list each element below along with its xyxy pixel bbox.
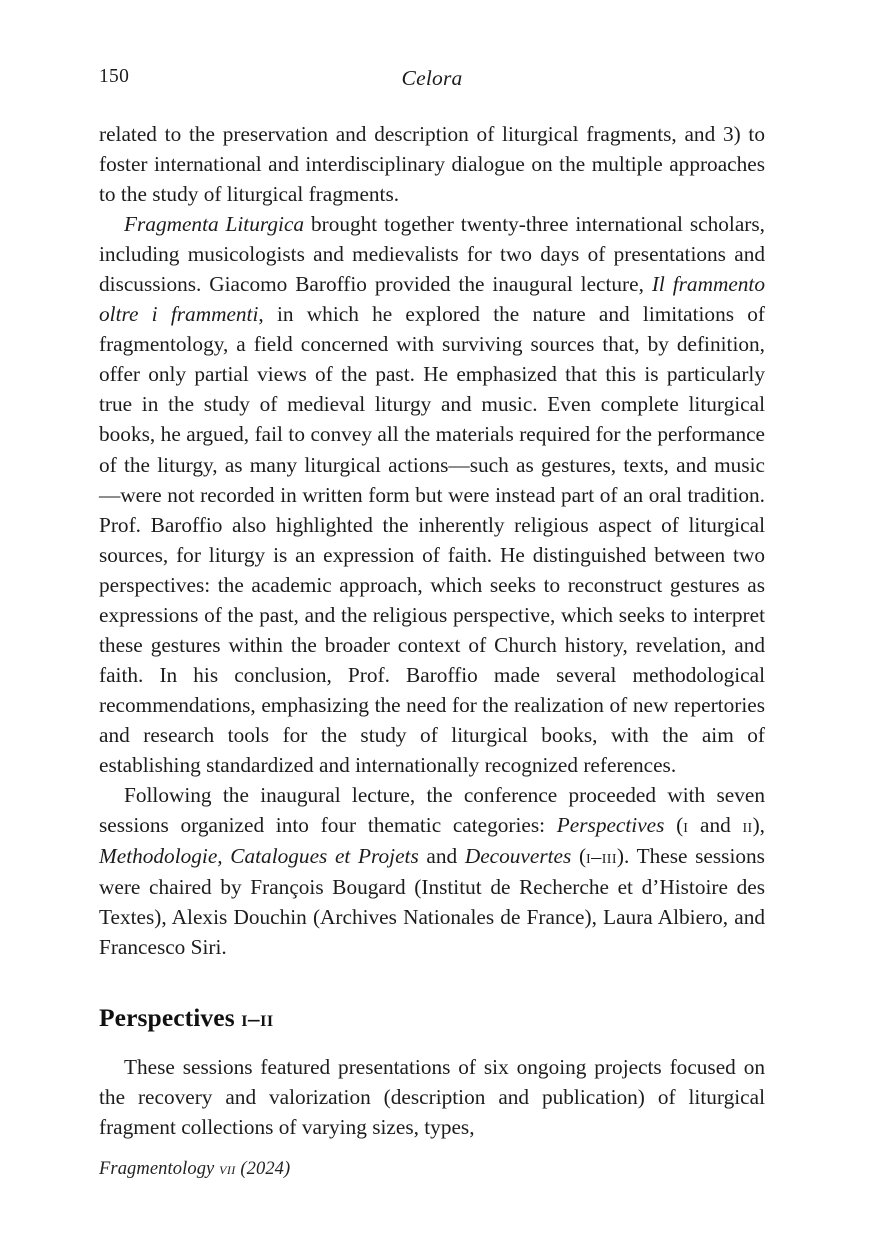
heading-spacer-below	[99, 1034, 765, 1052]
para-sessions	[99, 780, 765, 962]
text-run: ). These sessions were chaired by François Bougard (Institut de Recherche et d’Histoire des Textes), Alexis Douchin (Archives Nationales de France), Laura Albiero, and Francesco Siri.	[99, 844, 765, 960]
para-perspectives-intro	[99, 1052, 765, 1142]
running-head	[99, 66, 765, 96]
footer-year: (2024)	[240, 1159, 291, 1179]
section-heading	[99, 1003, 765, 1034]
text-run: brought together twenty-three international scholars, including musicologists and medievalists for two days of presentations and discussions. Giacomo Baroffio provided the inaugural lecture,	[99, 212, 765, 297]
text-run: , in which he explored the nature and limitations of fragmentology, a field concerned with surviving sources that, by definition, offer only partial views of the past. He emphasized that this is particularly true in the study of medieval liturgy and music. Even complete liturgical books, he argued, fail to convey all the materials required for the performance of the liturgy, as many liturgical actions—such as gestures, texts, and music—were not recorded in written form but were instead part of an oral tradition. Prof. Baroffio also highlighted the inherently religious aspect of liturgical sources, for liturgy is an expression of faith. He distinguished between two perspectives: the academic approach, which seeks to reconstruct gestures as expressions of the past, and the religious perspective, which seeks to interpret these gestures within the broader context of Church history, revelation, and faith. In his conclusion, Prof. Baroffio made several methodological recommendations, emphasizing the need for the realization of new repertories and research tools for the study of liturgical books, with the aim of establishing standardized and internationally recognized references.	[99, 302, 766, 777]
small-caps-run: i	[683, 815, 689, 838]
italic-run: Fragmenta Liturgica	[124, 212, 305, 237]
running-title: Celora	[401, 66, 463, 90]
small-caps-run: i–ii	[241, 1006, 274, 1032]
page-number: 150	[99, 66, 130, 87]
text-block	[99, 119, 765, 1142]
para-baroffio	[99, 209, 765, 780]
text-run: These sessions featured presentations of six ongoing projects focused on the recovery and valorization (description and publication) of liturgical fragment collections of varying sizes, types,	[99, 1055, 765, 1140]
text-run: related to the preservation and description of liturgical fragments, and 3) to foster international and interdisciplinary dialogue on the multiple approaches to the study of liturgical fragments.	[99, 122, 765, 207]
small-caps-run: i–iii	[586, 846, 617, 869]
text-run: Following the inaugural lecture, the conference proceeded with seven sessions organized into four thematic categories:	[99, 783, 765, 838]
page-footer	[99, 1158, 290, 1180]
para-aims	[99, 119, 765, 209]
italic-run: Il frammento oltre i frammenti	[99, 272, 765, 327]
footer-volume: vii	[219, 1158, 236, 1178]
text-run: and	[418, 844, 465, 869]
italic-run: Perspectives	[556, 813, 665, 838]
text-run: Perspectives	[99, 1003, 242, 1033]
italic-run: Decouvertes	[464, 844, 572, 869]
italic-run: Methodologie, Catalogues et Projets	[99, 844, 419, 869]
body-paragraphs-after-heading	[99, 1052, 765, 1142]
footer-journal-title: Fragmentology	[99, 1159, 215, 1179]
heading-spacer-above	[99, 962, 765, 1003]
small-caps-run: ii	[742, 815, 753, 838]
text-run: and	[688, 813, 743, 838]
body-paragraphs	[99, 119, 765, 962]
text-run: ),	[752, 813, 765, 838]
text-run: (	[664, 813, 684, 838]
text-run: (	[571, 844, 587, 869]
